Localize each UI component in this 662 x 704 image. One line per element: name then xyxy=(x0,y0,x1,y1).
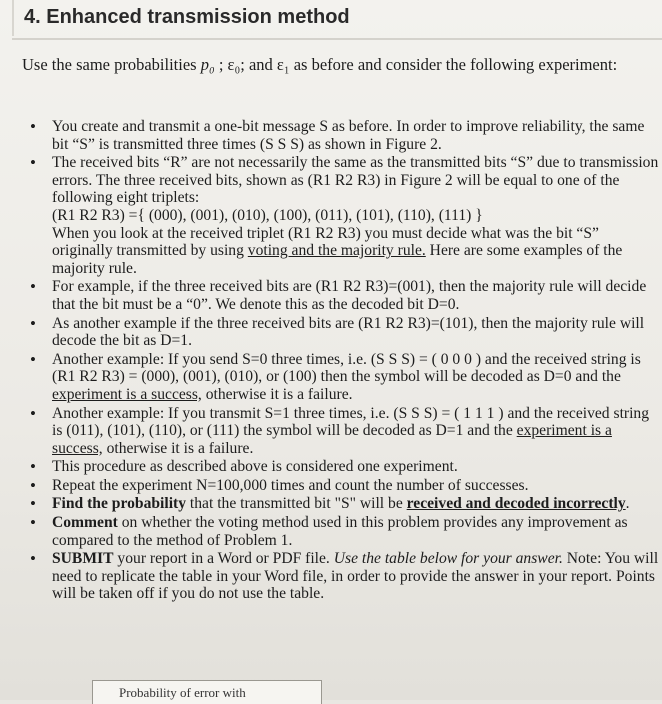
majority-rule-link: voting and the majority rule. xyxy=(247,242,426,260)
bullet-text: Another example: If you transmit S=1 three times, i.e. (S S S) = ( 1 1 1 ) and the received string is (011), (101), (110), or (111) the symbol will be decoded as D=1 and the xyxy=(52,404,650,440)
bullet-text: For example, if the three received bits are (R1 R2 R3)=(001), then the majority rule will decide that the bit must be a “0”. We denote this as the decoded bit D=0. xyxy=(52,278,647,313)
answer-table-header: Probability of error with xyxy=(92,680,322,704)
bullet-icon: • xyxy=(30,457,36,477)
bullet-icon: • xyxy=(30,277,36,297)
bullet-text: You create and transmit a one-bit message S as before. In order to improve reliability, the same bit “S” is transmitted three times (S S S) as shown in Figure 2. xyxy=(52,118,645,153)
list-item xyxy=(30,154,660,277)
list-item xyxy=(30,118,660,153)
bullet-icon: • xyxy=(30,403,36,423)
bullet-text: on whether the voting method used in this problem provides any improvement as compared to the method of Problem 1. xyxy=(52,514,628,549)
header-divider xyxy=(12,38,662,40)
bullet-text: Note: You will need to replicate the table in your Word file, in order to provide the answer in your report. Points will be taken off if you do not use the table. xyxy=(52,550,659,603)
bold-label: SUBMIT xyxy=(52,550,114,568)
bullet-text: otherwise it is a failure. xyxy=(102,439,254,457)
intro-paragraph xyxy=(22,55,642,75)
list-item xyxy=(30,495,660,513)
list-item xyxy=(30,550,660,603)
bullet-icon: • xyxy=(30,349,36,369)
bullet-text: that the transmitted bit "S" will be xyxy=(186,495,407,513)
list-item xyxy=(30,514,660,549)
list-item xyxy=(30,351,660,404)
bullet-text: your report in a Word or PDF file. xyxy=(113,550,334,568)
bullet-text: Here are some examples of the majority rule. xyxy=(52,242,623,277)
success-underline: experiment is a success, xyxy=(52,385,202,403)
emphasis-text: received and decoded incorrectly xyxy=(406,495,626,513)
bullet-text: As another example if the three received bits are (R1 R2 R3)=(101), then the majority rule will decode the bit as D=1. xyxy=(52,314,645,350)
list-item xyxy=(30,278,660,313)
bullet-icon: • xyxy=(30,494,36,514)
section-header xyxy=(12,0,662,36)
bullet-text: When you look at the received triplet (R1 R2 R3) you must decide what was the bit “S” originally transmitted by using xyxy=(52,224,599,260)
italic-note: Use the table below for your answer. xyxy=(333,550,563,568)
bullet-text: The received bits “R” are not necessarily the same as the transmitted bits “S” due to transmission errors. The three received bits, shown as (R1 R2 R3) in Figure 2 will be equal to one of the following eight triplets: xyxy=(52,154,659,207)
triplet-set: (R1 R2 R3) ={ (000), (001), (010), (100), (011), (101), (110), (111) } xyxy=(52,206,483,224)
bullet-icon: • xyxy=(30,117,36,136)
intro-text-1: Use the same probabilities xyxy=(22,55,201,74)
list-item xyxy=(30,477,660,495)
bullet-icon: • xyxy=(30,549,36,569)
bullet-text: otherwise it is a failure. xyxy=(201,385,353,403)
section-title: 4. Enhanced transmission method xyxy=(24,6,350,28)
bullet-text: This procedure as described above is considered one experiment. xyxy=(52,458,458,476)
intro-p0: p₀ xyxy=(200,55,215,74)
bullet-icon: • xyxy=(30,313,36,333)
success-underline: experiment is a success, xyxy=(52,422,612,457)
bullet-text: Another example: If you send S=0 three times, i.e. (S S S) = ( 0 0 0 ) and the received string is (R1 R2 R3) = (000), (001), (010), or (100) then the symbol will be decoded as D=0 and the xyxy=(52,350,641,386)
intro-text-2: ; ε₀; and ε₁ as before and consider the following experiment: xyxy=(214,55,618,74)
instruction-list xyxy=(30,118,660,604)
bold-label: Find the probability xyxy=(52,495,187,513)
bullet-text: . xyxy=(625,495,630,513)
bullet-icon: • xyxy=(30,153,36,173)
list-item xyxy=(30,405,660,458)
bold-label: Comment xyxy=(52,514,118,532)
bullet-text: Repeat the experiment N=100,000 times and count the number of successes. xyxy=(52,476,529,494)
list-item xyxy=(30,315,660,350)
list-item xyxy=(30,458,660,476)
bullet-icon: • xyxy=(30,475,36,495)
bullet-icon: • xyxy=(30,513,36,533)
